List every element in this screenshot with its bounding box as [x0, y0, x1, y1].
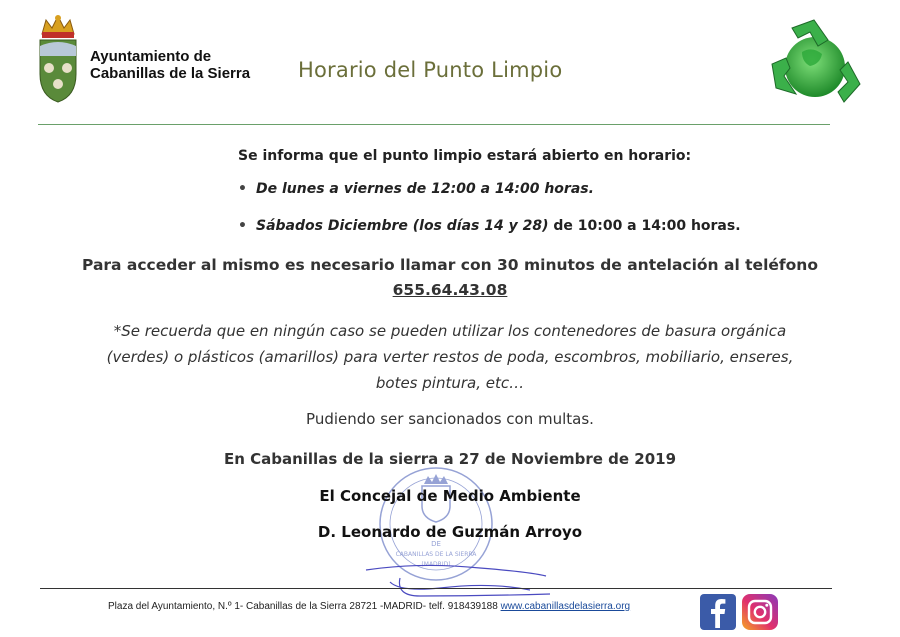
bullet-icon: • — [238, 218, 247, 234]
org-line-1: Ayuntamiento de — [90, 48, 212, 65]
footer-contact — [108, 601, 630, 612]
stamp-text-3: (MADRID) — [421, 561, 451, 568]
facebook-icon[interactable] — [700, 594, 736, 630]
reminder-line-2: (verdes) o plásticos (amarillos) para verter restos de poda, escombros, mobiliario, enseres, — [106, 348, 794, 366]
stamp-text-1: DE — [431, 540, 441, 548]
handwritten-signature — [360, 552, 560, 600]
sanction-warning: Pudiendo ser sancionados con multas. — [306, 410, 594, 428]
bullet-icon: • — [238, 181, 247, 197]
place-and-date: En Cabanillas de la sierra a 27 de Noviembre de 2019 — [223, 450, 677, 468]
signer-role: El Concejal de Medio Ambiente — [319, 487, 581, 505]
schedule-saturdays-days: Sábados Diciembre (los días 14 y 28) — [256, 218, 549, 234]
org-line-2: Cabanillas de la Sierra — [90, 65, 251, 82]
schedule-item-saturdays — [238, 218, 741, 234]
access-instructions: Para acceder al mismo es necesario llamar con 30 minutos de antelación al teléfono — [82, 256, 818, 274]
footer-divider — [40, 588, 832, 589]
reminder-note — [0, 318, 900, 396]
coat-of-arms-icon — [34, 12, 82, 104]
schedule-item-weekdays — [238, 181, 594, 197]
schedule-saturdays-hours: de 10:00 a 14:00 horas. — [548, 218, 741, 234]
reminder-line-1: *Se recuerda que en ningún caso se pueden utilizar los contenedores de basura orgánica — [113, 322, 787, 340]
footer-address: Plaza del Ayuntamiento, N.º 1- Cabanillas de la Sierra 28721 -MADRID- telf. 918439188 — [108, 601, 501, 612]
organization-name — [90, 48, 250, 82]
signer-name: D. Leonardo de Guzmán Arroyo — [317, 523, 583, 541]
intro-text: Se informa que el punto limpio estará abierto en horario: — [238, 148, 692, 164]
instagram-icon[interactable] — [742, 594, 778, 630]
phone-number[interactable]: 655.64.43.08 — [392, 281, 508, 299]
document-title: Horario del Punto Limpio — [298, 58, 563, 82]
header-divider — [38, 124, 830, 125]
recycle-globe-icon — [762, 12, 868, 118]
reminder-line-3: botes pintura, etc… — [375, 374, 525, 392]
schedule-weekdays-text: De lunes a viernes de 12:00 a 14:00 horas. — [256, 181, 594, 197]
website-link[interactable]: www.cabanillasdelasierra.org — [500, 601, 631, 612]
stamp-text-2: CABANILLAS DE LA SIERRA — [395, 551, 477, 558]
